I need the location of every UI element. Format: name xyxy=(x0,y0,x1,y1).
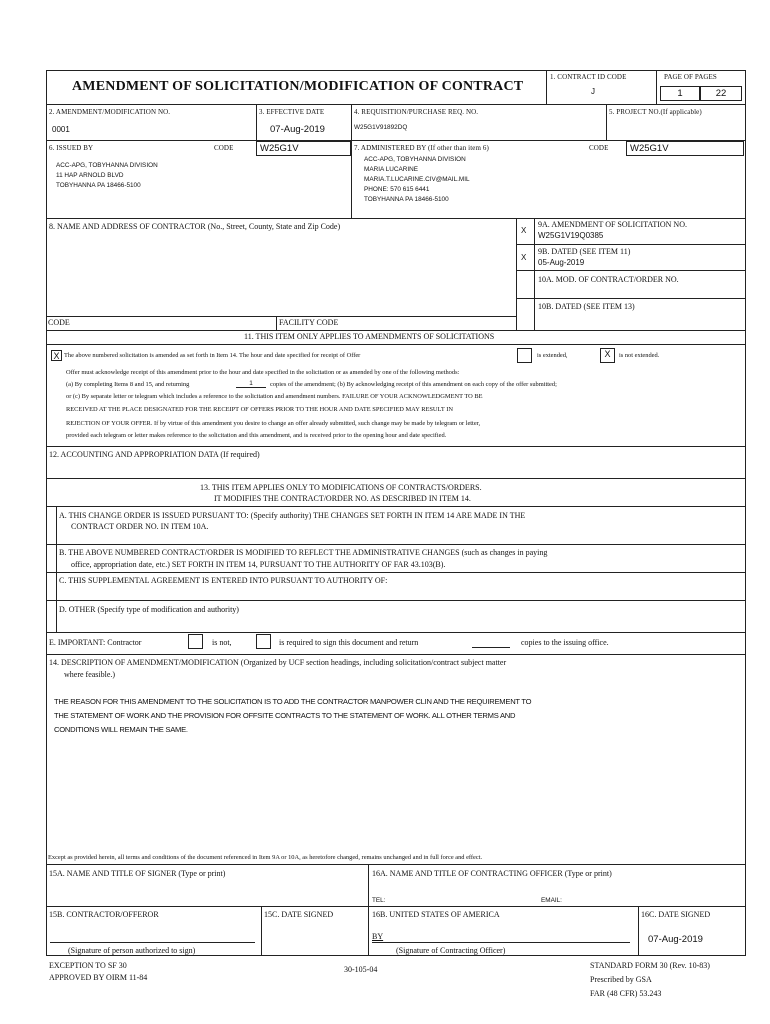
admin-line-2: MARIA LUCARINE xyxy=(364,166,418,173)
date-16c: 07-Aug-2019 xyxy=(648,934,703,945)
issued-line-1: ACC-APG, TOBYHANNA DIVISION xyxy=(56,162,158,169)
contract-id-label: 1. CONTRACT ID CODE xyxy=(550,73,627,81)
far-text: FAR (48 CFR) 53.243 xyxy=(590,989,662,998)
officer-signature-line[interactable] xyxy=(372,942,630,943)
is-required-label: is required to sign this document and return xyxy=(279,638,419,647)
solicitation-amended-checkbox[interactable]: X xyxy=(51,350,62,361)
page-of-pages-label: PAGE OF PAGES xyxy=(664,73,717,81)
prescribed-text: Prescribed by GSA xyxy=(590,975,652,984)
is-not-label: is not, xyxy=(212,638,232,647)
extended-checkbox[interactable] xyxy=(517,348,532,363)
item-11-para-1: Offer must acknowledge receipt of this amendment prior to the hour and date specified in the solicitation or as amended by one of the following methods: xyxy=(66,369,460,376)
admin-line-4: PHONE: 570 615 6441 xyxy=(364,186,430,193)
issued-code-label: CODE xyxy=(214,144,234,152)
project-no-label: 5. PROJECT NO.(If applicable) xyxy=(609,108,702,116)
item-14-label-2: where feasible.) xyxy=(64,670,116,679)
item-9a-label: 9A. AMENDMENT OF SOLICITATION NO. xyxy=(538,220,687,229)
administered-by-label: 7. ADMINISTERED BY (If other than item 6) xyxy=(354,144,489,152)
by-label: BY xyxy=(372,932,384,941)
item-e-label: E. IMPORTANT: Contractor xyxy=(49,638,142,647)
amend-no: 0001 xyxy=(52,125,70,134)
page-number[interactable]: 1 xyxy=(660,86,700,101)
item-14-body-1: THE REASON FOR THIS AMENDMENT TO THE SOLICITATION IS TO ADD THE CONTRACTOR MANPOWER CLIN AND THE REQUIREMENT TO xyxy=(54,697,532,706)
exception-text: EXCEPTION TO SF 30 xyxy=(49,961,127,970)
item-13-header-1: 13. THIS ITEM APPLIES ONLY TO MODIFICATIONS OF CONTRACTS/ORDERS. xyxy=(200,483,482,492)
issued-by-label: 6. ISSUED BY xyxy=(49,144,94,152)
item-12-label: 12. ACCOUNTING AND APPROPRIATION DATA (If required) xyxy=(49,450,260,459)
item-13-header-2: IT MODIFIES THE CONTRACT/ORDER NO. AS DESCRIBED IN ITEM 14. xyxy=(214,494,471,503)
admin-code[interactable]: W25G1V xyxy=(626,141,744,156)
contract-id-code: J xyxy=(591,87,595,96)
item-11-para-4: RECEIVED AT THE PLACE DESIGNATED FOR THE RECEIPT OF OFFERS PRIOR TO THE HOUR AND DATE SPECIFIED MAY RESULT IN xyxy=(66,406,453,413)
item-11-para-6: provided each telegram or letter makes reference to the solicitation and this amendment, and is received prior to the opening hour and date specified. xyxy=(66,432,447,439)
admin-code-label: CODE xyxy=(589,144,609,152)
item-9b-mark[interactable]: X xyxy=(521,253,527,262)
contractor-label: 8. NAME AND ADDRESS OF CONTRACTOR (No., Street, County, State and Zip Code) xyxy=(49,222,341,231)
item-10b-label: 10B. DATED (SEE ITEM 13) xyxy=(538,302,635,311)
effective-date: 07-Aug-2019 xyxy=(270,124,325,135)
usa-label: 16B. UNITED STATES OF AMERICA xyxy=(372,910,500,919)
item-11-header: 11. THIS ITEM ONLY APPLIES TO AMENDMENTS OF SOLICITATIONS xyxy=(244,332,495,341)
contractor-code-label: CODE xyxy=(48,318,70,327)
item-14-body-2: THE STATEMENT OF WORK AND THE PROVISION FOR OFFSITE CONTRACTS TO THE STATEMENT OF WORK. ALL OTHER TERMS AND xyxy=(54,711,516,720)
amend-no-label: 2. AMENDMENT/MODIFICATION NO. xyxy=(49,108,171,116)
copies-to-label: copies to the issuing office. xyxy=(521,638,609,647)
item-11-copies[interactable]: 1 xyxy=(236,380,266,388)
standard-form-text: STANDARD FORM 30 (Rev. 10-83) xyxy=(590,961,710,970)
item-14-body-3: CONDITIONS WILL REMAIN THE SAME. xyxy=(54,725,188,734)
is-required-checkbox[interactable] xyxy=(256,634,271,649)
requisition-no: W25G1V91892DQ xyxy=(354,124,408,131)
effective-date-label: 3. EFFECTIVE DATE xyxy=(259,108,325,116)
admin-line-1: ACC-APG, TOBYHANNA DIVISION xyxy=(364,156,466,163)
issued-code[interactable]: W25G1V xyxy=(256,141,351,156)
contractor-offeror-label: 15B. CONTRACTOR/OFFEROR xyxy=(49,910,159,919)
copies-blank[interactable] xyxy=(472,637,510,648)
item-9b-value: 05-Aug-2019 xyxy=(538,258,585,267)
form-title: AMENDMENT OF SOLICITATION/MODIFICATION OF CONTRACT xyxy=(72,79,524,94)
item-10a-label: 10A. MOD. OF CONTRACT/ORDER NO. xyxy=(538,275,679,284)
signature-officer-caption: (Signature of Contracting Officer) xyxy=(396,946,506,955)
item-9b-label: 9B. DATED (SEE ITEM 11) xyxy=(538,247,631,256)
not-extended-label: is not extended. xyxy=(619,352,660,359)
date-signed-16c-label: 16C. DATE SIGNED xyxy=(641,910,711,919)
item-14-footer: Except as provided herein, all terms and conditions of the document referenced in Item 9A or 10A, as heretofore changed, remains unchanged and in full force and effect. xyxy=(48,854,483,861)
item-13b-line-1: B. THE ABOVE NUMBERED CONTRACT/ORDER IS MODIFIED TO REFLECT THE ADMINISTRATIVE CHANGES (such as changes in paying xyxy=(59,548,548,557)
item-13d: D. OTHER (Specify type of modification and authority) xyxy=(59,605,239,614)
signer-label: 15A. NAME AND TITLE OF SIGNER (Type or print) xyxy=(49,869,226,878)
officer-label: 16A. NAME AND TITLE OF CONTRACTING OFFICER (Type or print) xyxy=(372,869,612,878)
not-extended-checkbox[interactable]: X xyxy=(600,348,615,363)
item-11-line-1: The above numbered solicitation is amended as set forth in Item 14. The hour and date specified for receipt of Offer xyxy=(64,352,361,359)
approved-text: APPROVED BY OIRM 11-84 xyxy=(49,973,148,982)
tel-label: TEL: xyxy=(372,897,386,904)
item-11-para-3: or (c) By separate letter or telegram which includes a reference to the solicitation and amendment numbers. FAILURE OF YOUR ACKNOWLEDGMENT TO BE xyxy=(66,393,483,400)
item-13c: C. THIS SUPPLEMENTAL AGREEMENT IS ENTERED INTO PURSUANT TO AUTHORITY OF: xyxy=(59,576,388,585)
item-9a-value: W25G1V19Q0385 xyxy=(538,231,604,240)
signature-person-caption: (Signature of person authorized to sign) xyxy=(68,946,196,955)
item-13a-line-1: A. THIS CHANGE ORDER IS ISSUED PURSUANT TO: (Specify authority) THE CHANGES SET FORTH IN ITEM 14 ARE MADE IN THE xyxy=(59,511,526,520)
item-11-para-2b: copies of the amendment; (b) By acknowledging receipt of this amendment on each copy of the offer submitted; xyxy=(270,381,557,388)
item-9a-mark[interactable]: X xyxy=(521,226,527,235)
date-signed-15c-label: 15C. DATE SIGNED xyxy=(264,910,334,919)
issued-line-3: TOBYHANNA PA 18466-5100 xyxy=(56,182,141,189)
item-11-para-2a: (a) By completing Items 8 and 15, and returning xyxy=(66,381,190,388)
facility-code-label: FACILITY CODE xyxy=(279,318,339,327)
page-count[interactable]: 22 xyxy=(700,86,742,101)
issued-line-2: 11 HAP ARNOLD BLVD xyxy=(56,172,124,179)
item-13a-line-2: CONTRACT ORDER NO. IN ITEM 10A. xyxy=(71,522,209,531)
extended-label: is extended, xyxy=(537,352,568,359)
item-11-para-5: REJECTION OF YOUR OFFER. If by virtue of this amendment you desire to change an offer already submitted, such change may be made by telegram or letter, xyxy=(66,420,481,427)
email-label: EMAIL: xyxy=(541,897,562,904)
is-not-checkbox[interactable] xyxy=(188,634,203,649)
contractor-signature-line[interactable] xyxy=(50,942,255,943)
item-13b-line-2: office, appropriation date, etc.) SET FORTH IN ITEM 14, PURSUANT TO THE AUTHORITY OF FAR 43.103(B). xyxy=(71,560,446,569)
form-number-center: 30-105-04 xyxy=(344,965,378,974)
admin-line-5: TOBYHANNA PA 18466-5100 xyxy=(364,196,449,203)
admin-line-3: MARIA.T.LUCARINE.CIV@MAIL.MIL xyxy=(364,176,470,183)
item-14-label-1: 14. DESCRIPTION OF AMENDMENT/MODIFICATION (Organized by UCF section headings, including solicitation/contract subject matter xyxy=(49,658,507,667)
requisition-label: 4. REQUISITION/PURCHASE REQ. NO. xyxy=(354,108,479,116)
